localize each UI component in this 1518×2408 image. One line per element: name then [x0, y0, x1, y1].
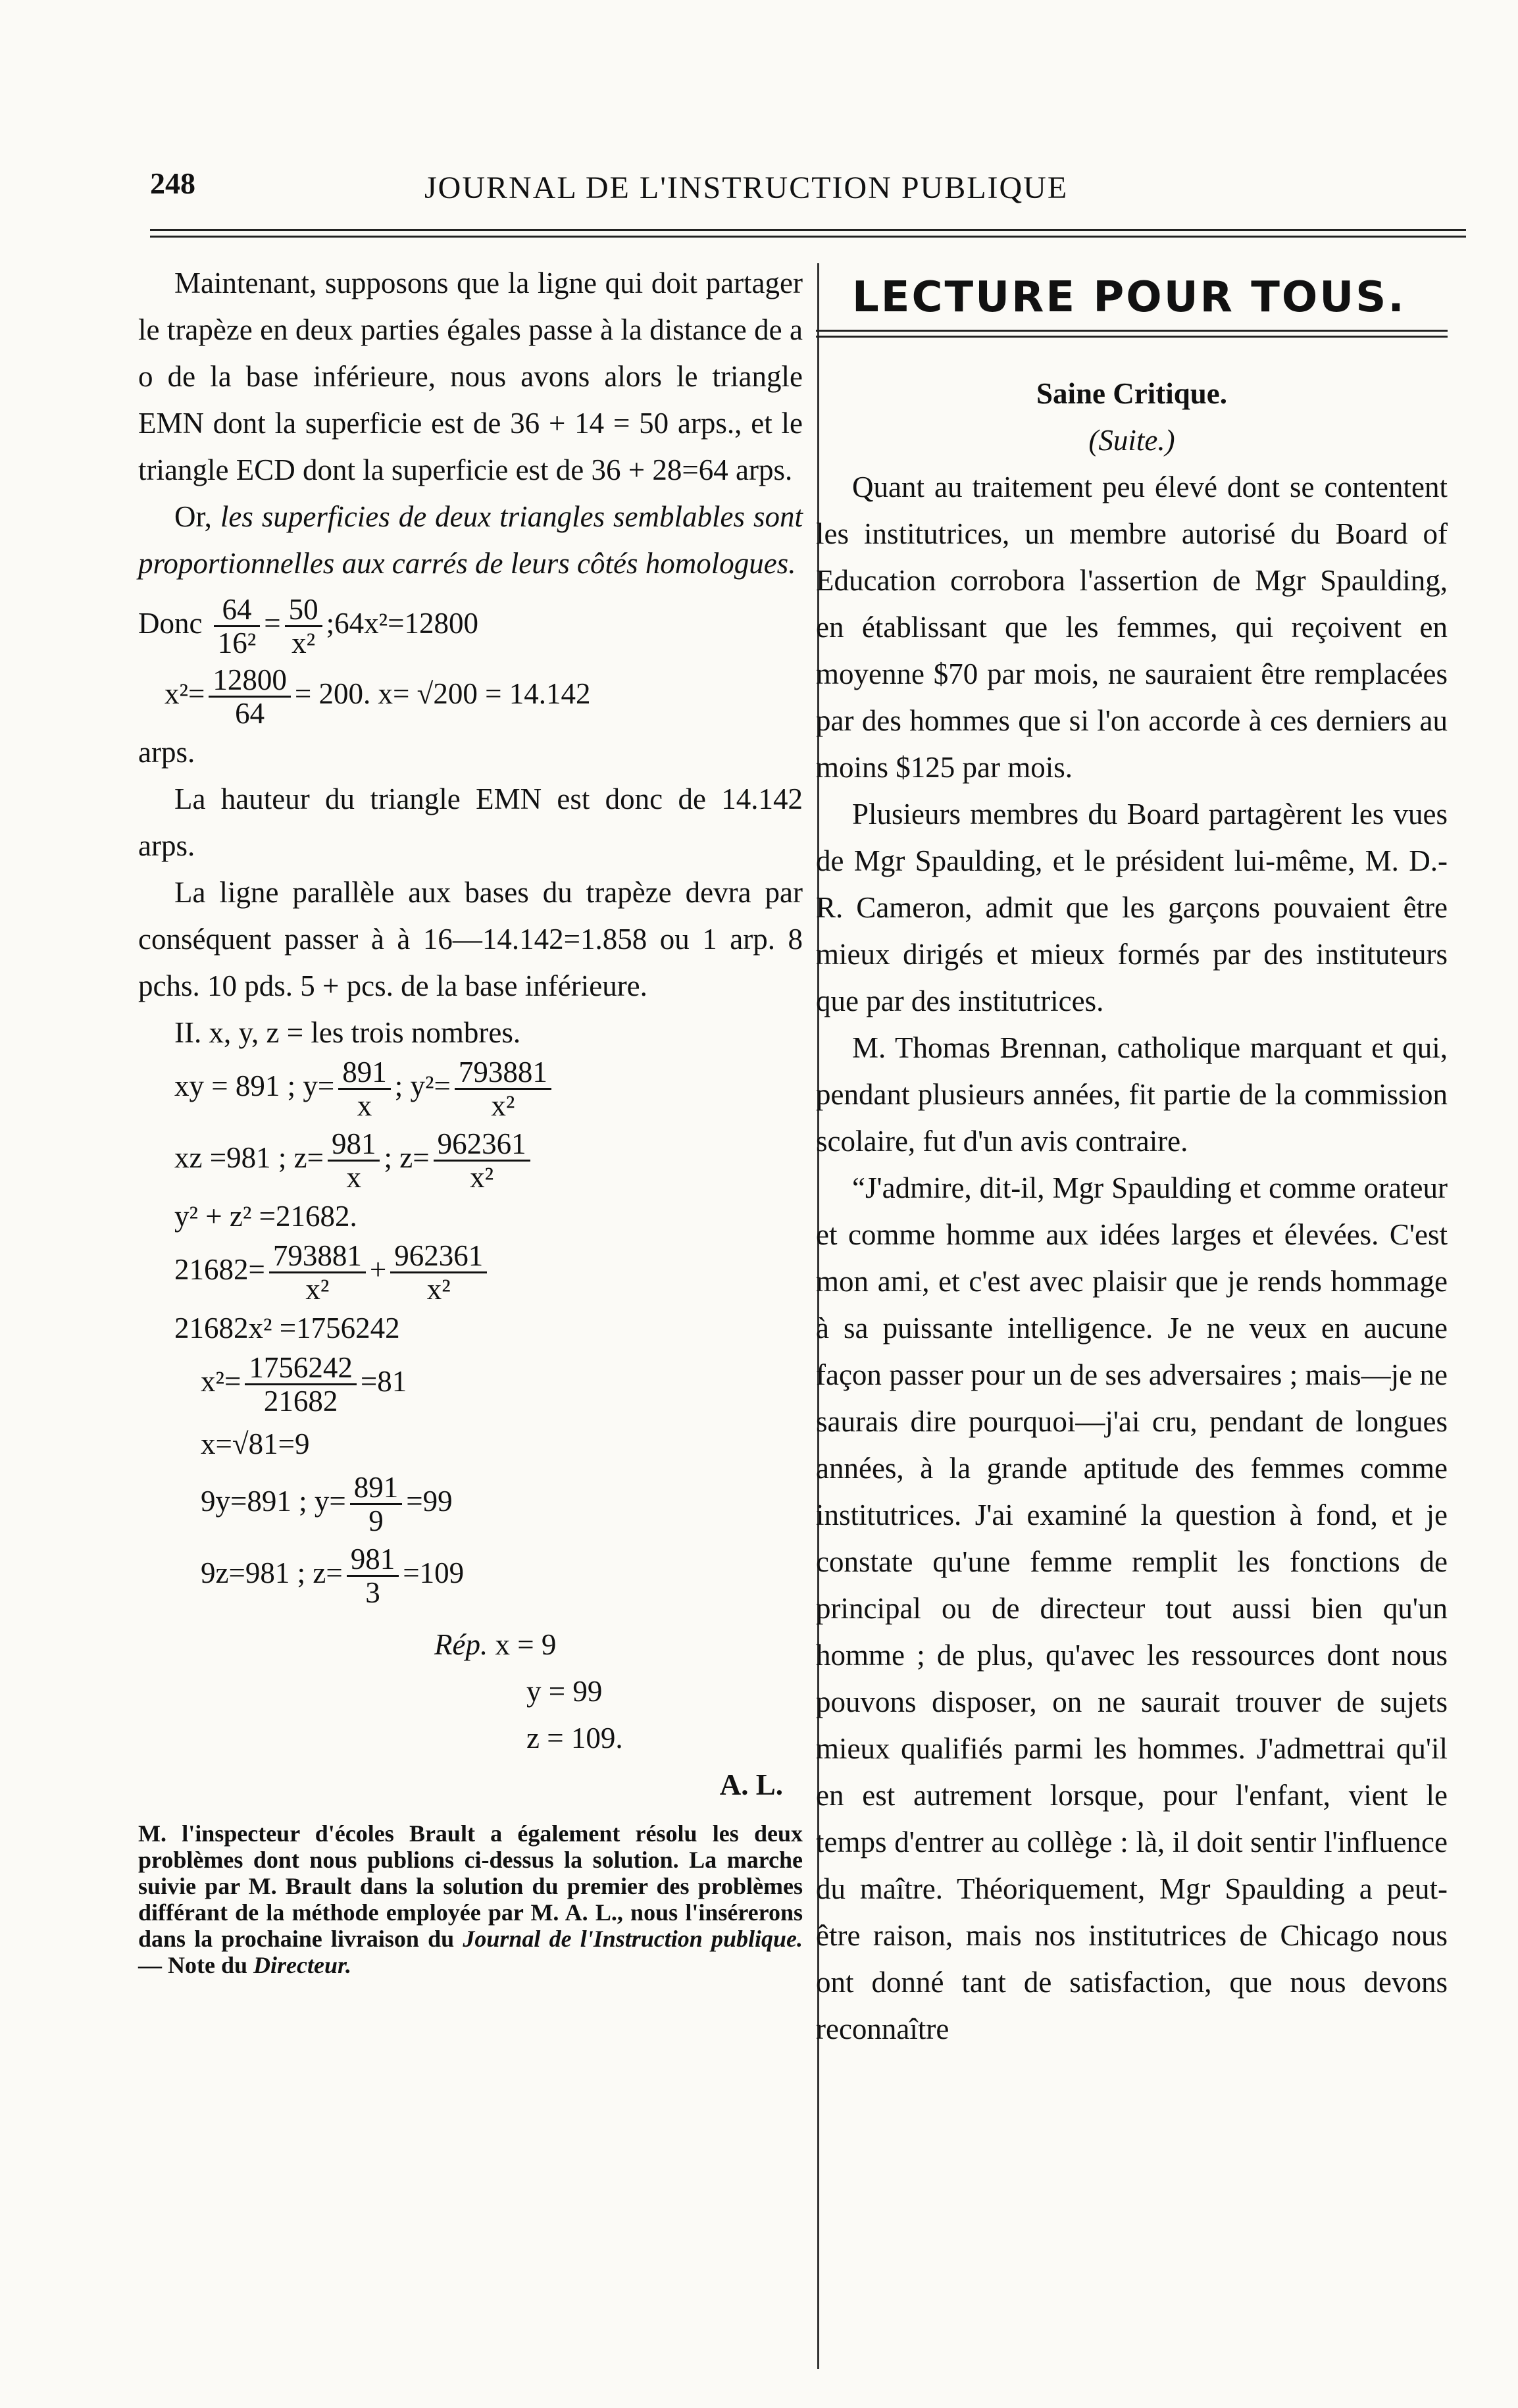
fraction — [390, 1240, 487, 1305]
denominator: x² — [305, 1273, 330, 1306]
equation-10 — [138, 1472, 803, 1537]
denominator: x² — [470, 1161, 494, 1194]
fraction — [269, 1240, 366, 1305]
answer-label: Rép. — [434, 1628, 488, 1661]
denominator: 16² — [217, 627, 257, 659]
header-rule-2 — [150, 236, 1466, 238]
donc-label: Donc — [138, 606, 203, 640]
denominator: 9 — [368, 1504, 384, 1537]
equation-head: x²= — [201, 1364, 241, 1398]
denominator: x² — [426, 1273, 451, 1306]
fraction — [347, 1543, 399, 1608]
equation-tail: =109 — [403, 1556, 465, 1589]
denominator: 3 — [365, 1576, 380, 1609]
right-column — [816, 260, 1448, 2053]
equation-2 — [138, 664, 803, 729]
denominator: 64 — [235, 697, 265, 730]
note-director: Directeur. — [253, 1952, 352, 1978]
equation-head: 9y=891 ; y= — [201, 1484, 346, 1518]
numerator: 793881 — [269, 1240, 366, 1273]
arps-line: arps. — [138, 736, 195, 769]
equation-head: 9z=981 ; z= — [201, 1556, 343, 1589]
answer-block — [138, 1622, 803, 1762]
left-column — [138, 260, 803, 2002]
section-rule-2 — [816, 336, 1448, 338]
numerator: 962361 — [390, 1240, 487, 1273]
article-title: Saine Critique. — [1036, 377, 1228, 410]
paragraph-height: La hauteur du triangle EMN est donc de 14.142 arps. — [138, 782, 803, 862]
journal-title: JOURNAL DE L'INSTRUCTION PUBLIQUE — [424, 170, 1069, 205]
numerator: 64 — [214, 594, 261, 627]
equation-tail: =99 — [406, 1484, 453, 1518]
equation-7: 21682x² =1756242 — [174, 1312, 400, 1345]
equation-mid: ; z= — [384, 1140, 430, 1174]
answer-z: z = 109. — [526, 1722, 623, 1755]
denominator: x² — [491, 1089, 515, 1122]
equation-tail: ;64x²=12800 — [326, 606, 478, 640]
numerator: 12800 — [209, 664, 291, 698]
numerator: 50 — [285, 594, 322, 627]
fraction — [338, 1056, 391, 1121]
note-journal-name: Journal de l'Instruction publique. — [463, 1926, 803, 1952]
note-text-2: — Note du — [138, 1952, 254, 1978]
fraction — [209, 664, 291, 729]
paragraph-parallel: La ligne parallèle aux bases du trapèze devra par conséquent passer à à 16—14.142=1.858 ou 1 arp. 8 pchs. 10 pds. 5 + pcs. de la base inférieure. — [138, 876, 803, 1002]
equals: = — [264, 606, 281, 640]
paragraph-theorem — [138, 494, 803, 587]
equation-11 — [138, 1543, 803, 1608]
theorem-lead: Or, — [174, 500, 220, 533]
paragraph-trapeze: Maintenant, supposons que la ligne qui doit partager le trapèze en deux parties égales passe à la distance de a o de la base inférieure, nous avons alors le triangle EMN dont la superficie est de 36 + 14 = 50 arps., et le triangle ECD dont la superficie est de 36 + 28=64 arps. — [138, 267, 803, 486]
header-rule — [150, 229, 1466, 231]
equation-3 — [138, 1056, 803, 1121]
numerator: 1756242 — [245, 1352, 357, 1385]
equation-head: x²= — [164, 677, 205, 710]
equation-head: 21682= — [174, 1252, 265, 1286]
numerator: 891 — [338, 1056, 391, 1090]
page-header — [0, 166, 1518, 225]
paragraph-problem-2: II. x, y, z = les trois nombres. — [174, 1016, 521, 1049]
author-signature: A. L. — [719, 1768, 783, 1801]
fraction — [214, 594, 261, 659]
article-paragraph-3: M. Thomas Brennan, catholique marquant et qui, pendant plusieurs années, fit partie de la commission scolaire, fut d'un avis contraire. — [816, 1031, 1448, 1158]
fraction — [350, 1472, 403, 1537]
equation-8 — [138, 1352, 803, 1417]
section-rule — [816, 330, 1448, 332]
article-paragraph-2: Plusieurs membres du Board partagèrent les vues de Mgr Spaulding, et le président lui-même, M. D.-R. Cameron, admit que les garçons pouvaient être mieux dirigés et mieux formés par des instituteurs que par des institutrices. — [816, 798, 1448, 1017]
fraction — [285, 594, 322, 659]
equation-1 — [138, 594, 803, 659]
fraction — [328, 1128, 380, 1193]
note-text: M. l'inspecteur d'écoles Brault a également résolu les deux problèmes dont nous publions ci-dessus la solution. La marche suivie par M. Brault dans la solution du premier des problèmes différant de la méthode employée par M. A. L., nous l'insérerons dans la prochaine livraison du — [138, 1820, 803, 1952]
section-title: LECTURE POUR TOUS. — [852, 273, 1406, 322]
numerator: 981 — [347, 1543, 399, 1577]
numerator: 793881 — [455, 1056, 551, 1090]
equation-head: xz =981 ; z= — [174, 1140, 324, 1174]
equation-5: y² + z² =21682. — [174, 1200, 357, 1233]
fraction — [245, 1352, 357, 1417]
theorem-statement: les superficies de deux triangles semblables sont proportionnelles aux carrés de leurs côtés homologues. — [138, 500, 803, 580]
page-number: 248 — [150, 167, 195, 200]
plus-sign: + — [369, 1252, 387, 1286]
denominator: x² — [291, 627, 316, 659]
numerator: 981 — [328, 1128, 380, 1162]
article-paragraph-4: “J'admire, dit-il, Mgr Spaulding et comme orateur et comme homme aux idées larges et élevées. C'est mon ami, et c'est avec plaisir que je rends hommage à sa puissante intelligence. Je ne veux en aucune façon passer pour un de ses adversaires ; mais—je ne saurais dire pourquoi—j'ai cru, pendant de longues années, à la grande aptitude des femmes comme institutrices. J'ai examiné la question à fond, et je constate qu'une femme remplit les fonctions de principal ou de directeur tout aussi bien qu'un homme ; de plus, qu'avec les ressources dont nous pouvons disposer, on ne saurait trouver de sujets mieux qualifiés parmi les hommes. J'admettrai qu'il en est autrement lorsque, pour l'enfant, vient le temps d'entrer au collège : là, il doit sentir l'influence du maître. Théoriquement, Mgr Spaulding a peut-être raison, mais nos institutrices de Chicago nous ont donné tant de satisfaction, que nous devons reconnaître — [816, 1171, 1448, 2045]
article-paragraph-1: Quant au traitement peu élevé dont se contentent les institutrices, un membre autorisé du Board of Education corrobora l'assertion de Mgr Spaulding, en établissant que les femmes, qui reçoivent en moyenne $70 par mois, ne sauraient être remplacées par des hommes que si l'on accorde à ces derniers au moins $125 par mois. — [816, 471, 1448, 784]
article-continued: (Suite.) — [1088, 424, 1175, 457]
fraction — [455, 1056, 551, 1121]
equation-9: x=√81=9 — [201, 1427, 310, 1460]
equation-tail: =81 — [360, 1364, 407, 1398]
denominator: x — [357, 1089, 372, 1122]
fraction — [434, 1128, 530, 1193]
answer-x-value: x = 9 — [495, 1628, 557, 1661]
editor-note — [138, 1820, 803, 1978]
equation-tail: = 200. x= √200 = 14.142 — [294, 677, 591, 710]
answer-x — [434, 1622, 803, 1668]
answer-y: y = 99 — [526, 1675, 603, 1708]
equation-4 — [138, 1128, 803, 1193]
denominator: 21682 — [263, 1385, 338, 1418]
numerator: 962361 — [434, 1128, 530, 1162]
numerator: 891 — [350, 1472, 403, 1505]
equation-6 — [138, 1240, 803, 1305]
equation-head: xy = 891 ; y= — [174, 1069, 335, 1102]
equation-mid: ; y²= — [394, 1069, 451, 1102]
denominator: x — [346, 1161, 361, 1194]
